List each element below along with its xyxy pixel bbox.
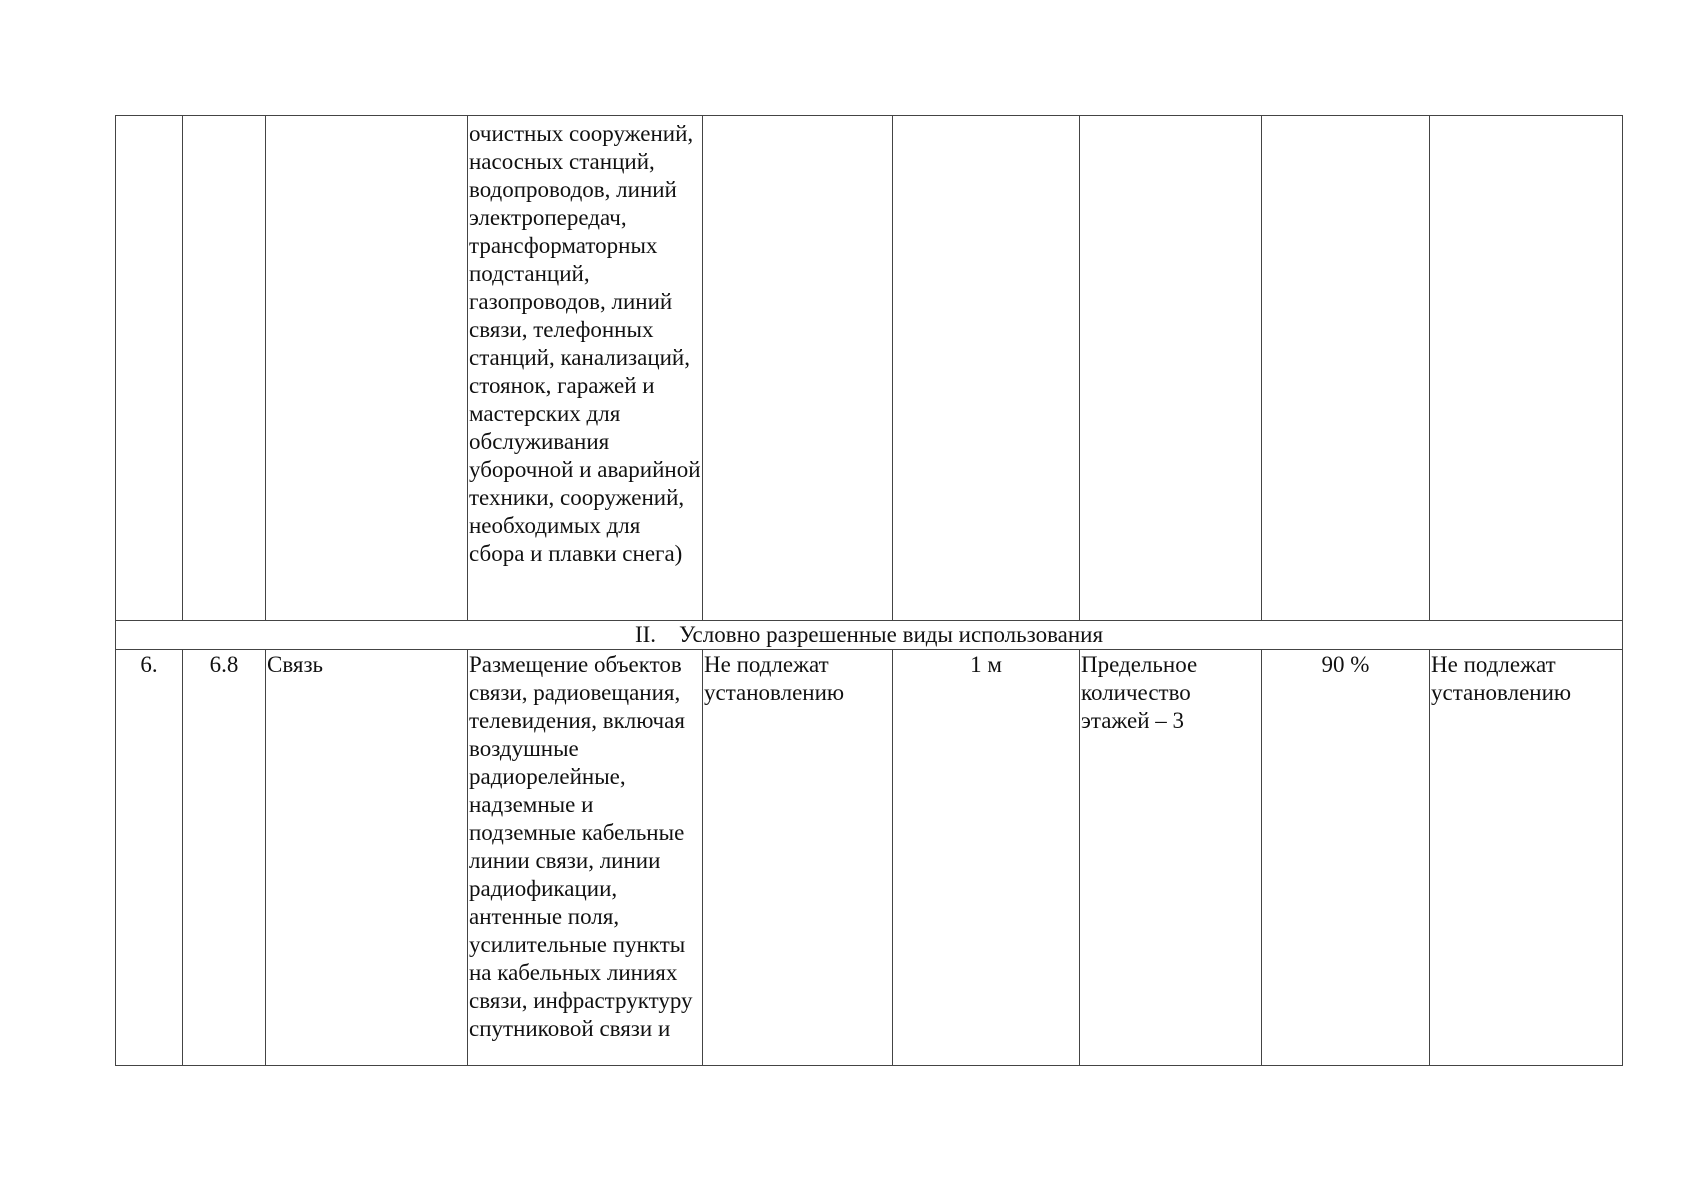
cell-number — [116, 116, 183, 621]
row-min-area: Не подлежат установлению — [703, 650, 893, 1066]
section-header-row — [116, 621, 1623, 650]
table-row — [116, 650, 1623, 1066]
table-row-continuation — [116, 116, 1623, 621]
row-other: Не подлежат установлению — [1430, 650, 1623, 1066]
row-code: 6.8 — [183, 650, 266, 1066]
continuation-description: очистных сооружений, насосных станций, водопроводов, линий электропередач, трансформаторных подстанций, газопроводов, линий связи, телефонных станций, канализаций, стоянок, гаражей и мастерских для обслуживания уборочной и аварийной техники, сооружений, необходимых для сбора и плавки снега) — [469, 121, 701, 566]
cell-description — [468, 116, 703, 621]
section-header — [116, 621, 1623, 650]
cell-min-area — [703, 116, 893, 621]
row-max-coverage: 90 % — [1262, 650, 1430, 1066]
row-name: Связь — [266, 650, 468, 1066]
row-setback: 1 м — [893, 650, 1080, 1066]
cell-name — [266, 116, 468, 621]
row-description-text: Размещение объектов связи, радиовещания, телевидения, включая воздушные радиорелейные, надземные и подземные кабельные линии связи, линии радиофикации, антенные поля, усилительные пункты на кабельных линиях связи, инфраструктуру спутниковой связи и — [469, 652, 693, 1041]
cell-other — [1430, 116, 1623, 621]
row-number: 6. — [116, 650, 183, 1066]
row-max-floors: Предельное количество этажей – 3 — [1080, 650, 1262, 1066]
cell-max-coverage — [1262, 116, 1430, 621]
row-description — [468, 650, 703, 1066]
section-header-text: II. Условно разрешенные виды использования — [634, 622, 1104, 647]
cell-code — [183, 116, 266, 621]
cell-setback — [893, 116, 1080, 621]
cell-max-floors — [1080, 116, 1262, 621]
regulations-table — [115, 115, 1623, 1066]
